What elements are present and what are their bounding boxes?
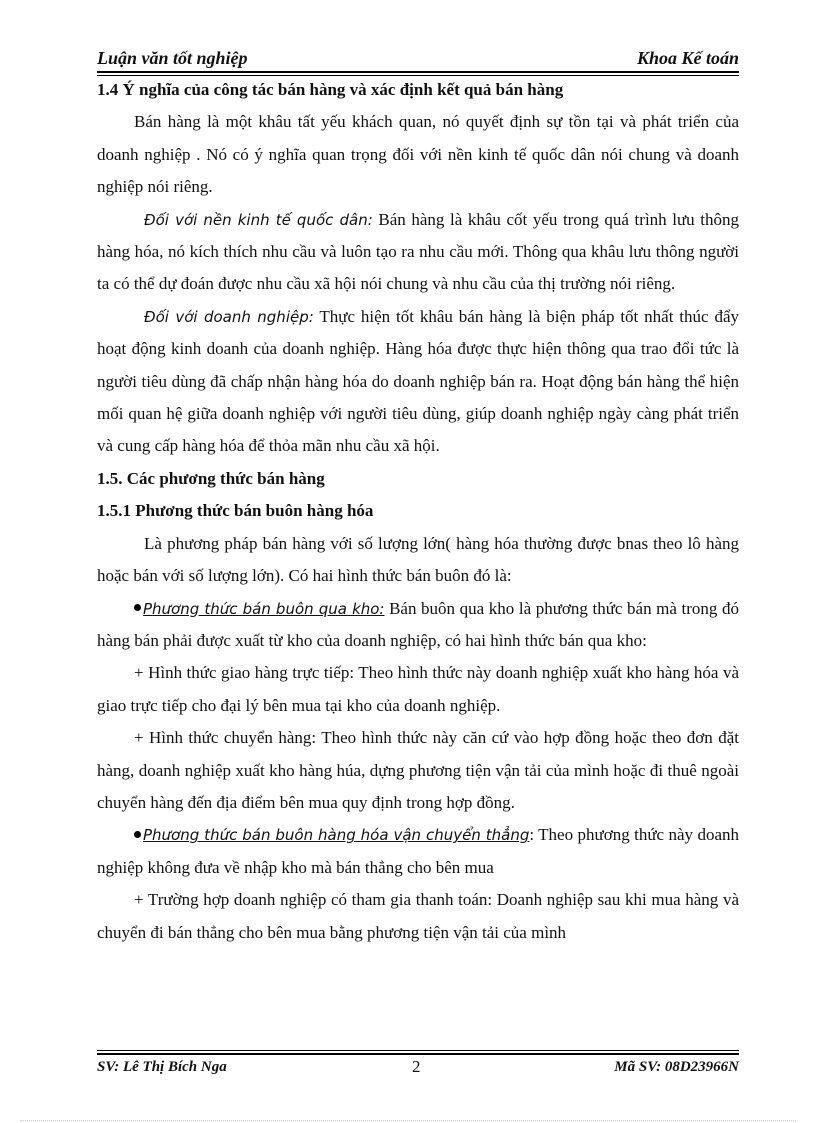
paragraph-text: Bán hàng là khâu cốt yếu trong quá trình lưu thông hàng hóa, nó kích thích nhu cầu và luôn tạo ra nhu cầu mới. Thông qua khâu lưu thông người ta có thể dự đoán được nhu cầu xã hội nói chung và nhu cầu của thị trường nói riêng. — [97, 209, 739, 294]
paragraph — [97, 204, 739, 301]
header-right: Khoa Kế toán — [636, 48, 739, 68]
heading-1-4: 1.4 Ý nghĩa của công tác bán hàng và xác định kết quả bán hàng — [97, 80, 564, 99]
footer-student-name: SV: Lê Thị Bích Nga — [97, 1059, 227, 1075]
italic-label: Đối với doanh nghiệp: — [144, 307, 314, 326]
header-left: Luận văn tốt nghiệp — [97, 48, 248, 68]
paragraph: + Hình thức chuyển hàng: Theo hình thức này căn cứ vào hợp đồng hoặc theo đơn đặt hàng, doanh nghiệp xuất kho hàng húa, dựng phương tiện vận tải của mình hoặc đi thuê ngoài chuyển hàng đến địa điểm bên mua quy định trong hợp đồng. — [97, 728, 739, 812]
body-text — [97, 74, 739, 949]
paragraph: + Trường hợp doanh nghiệp có tham gia thanh toán: Doanh nghiệp sau khi mua hàng và chuyển đi bán thẳng cho bên mua bằng phương tiện vận tải của mình — [97, 890, 739, 942]
footer-rule — [97, 1053, 739, 1055]
underlined-label: Phương thức bán buôn hàng hóa vận chuyển thẳng — [143, 826, 530, 845]
italic-label: Đối với nền kinh tế quốc dân: — [144, 210, 373, 229]
paragraph — [97, 301, 739, 463]
bullet-icon — [134, 831, 141, 838]
bullet-paragraph — [97, 593, 739, 658]
heading-1-5-1: 1.5.1 Phương thức bán buôn hàng hóa — [97, 501, 374, 521]
paragraph-text: Thực hiện tốt khâu bán hàng là biện pháp tốt nhất thúc đẩy hoạt động kinh doanh của doanh nghiệp. Hàng hóa được thực hiện thông qua trao đổi tức là người tiêu dùng đã chấp nhận hàng hóa do doanh nghiệp bán ra. Hoạt động bán hàng thể hiện mối quan hệ giữa doanh nghiệp với người tiêu dùng, giúp doanh nghiệp ngày càng phát triển và cung cấp hàng hóa để thỏa mãn nhu cầu xã hội. — [97, 306, 739, 456]
paragraph: Bán hàng là một khâu tất yếu khách quan, nó quyết định sự tồn tại và phát triển của doanh nghiệp . Nó có ý nghĩa quan trọng đối với nền kinh tế quốc dân nói chung và doanh nghiệp nói riêng. — [97, 112, 739, 197]
paragraph-text: Bán buôn qua kho là phương thức bán mà trong đó hàng bán phải được xuất từ kho của doanh nghiệp, có hai hình thức bán qua kho: — [97, 598, 739, 650]
page-header — [97, 48, 739, 72]
bullet-paragraph — [97, 819, 739, 884]
paragraph: + Hình thức giao hàng trực tiếp: Theo hình thức này doanh nghiệp xuất kho hàng hóa và giao trực tiếp cho đại lý bên mua tại kho của doanh nghiệp. — [97, 663, 739, 715]
paragraph-text: : Theo phương thức này doanh nghiệp không đưa về nhập kho mà bán thẳng cho bên mua — [97, 825, 739, 877]
page-footer — [97, 1057, 739, 1079]
header-rule — [97, 71, 739, 73]
page-number: 2 — [412, 1057, 421, 1076]
bullet-icon — [134, 604, 141, 611]
footer-rule-thin — [97, 1050, 739, 1051]
paragraph: Là phương pháp bán hàng với số lượng lớn( hàng hóa thường được bnas theo lô hàng hoặc bán với số lượng lớn). Có hai hình thức bán buôn đó là: — [97, 533, 739, 586]
page-edge-divider — [20, 1120, 796, 1121]
heading-1-5: 1.5. Các phương thức bán hàng — [97, 468, 325, 488]
underlined-label: Phương thức bán buôn qua kho: — [143, 599, 385, 618]
footer-student-id: Mã SV: 08D23966N — [614, 1059, 739, 1075]
